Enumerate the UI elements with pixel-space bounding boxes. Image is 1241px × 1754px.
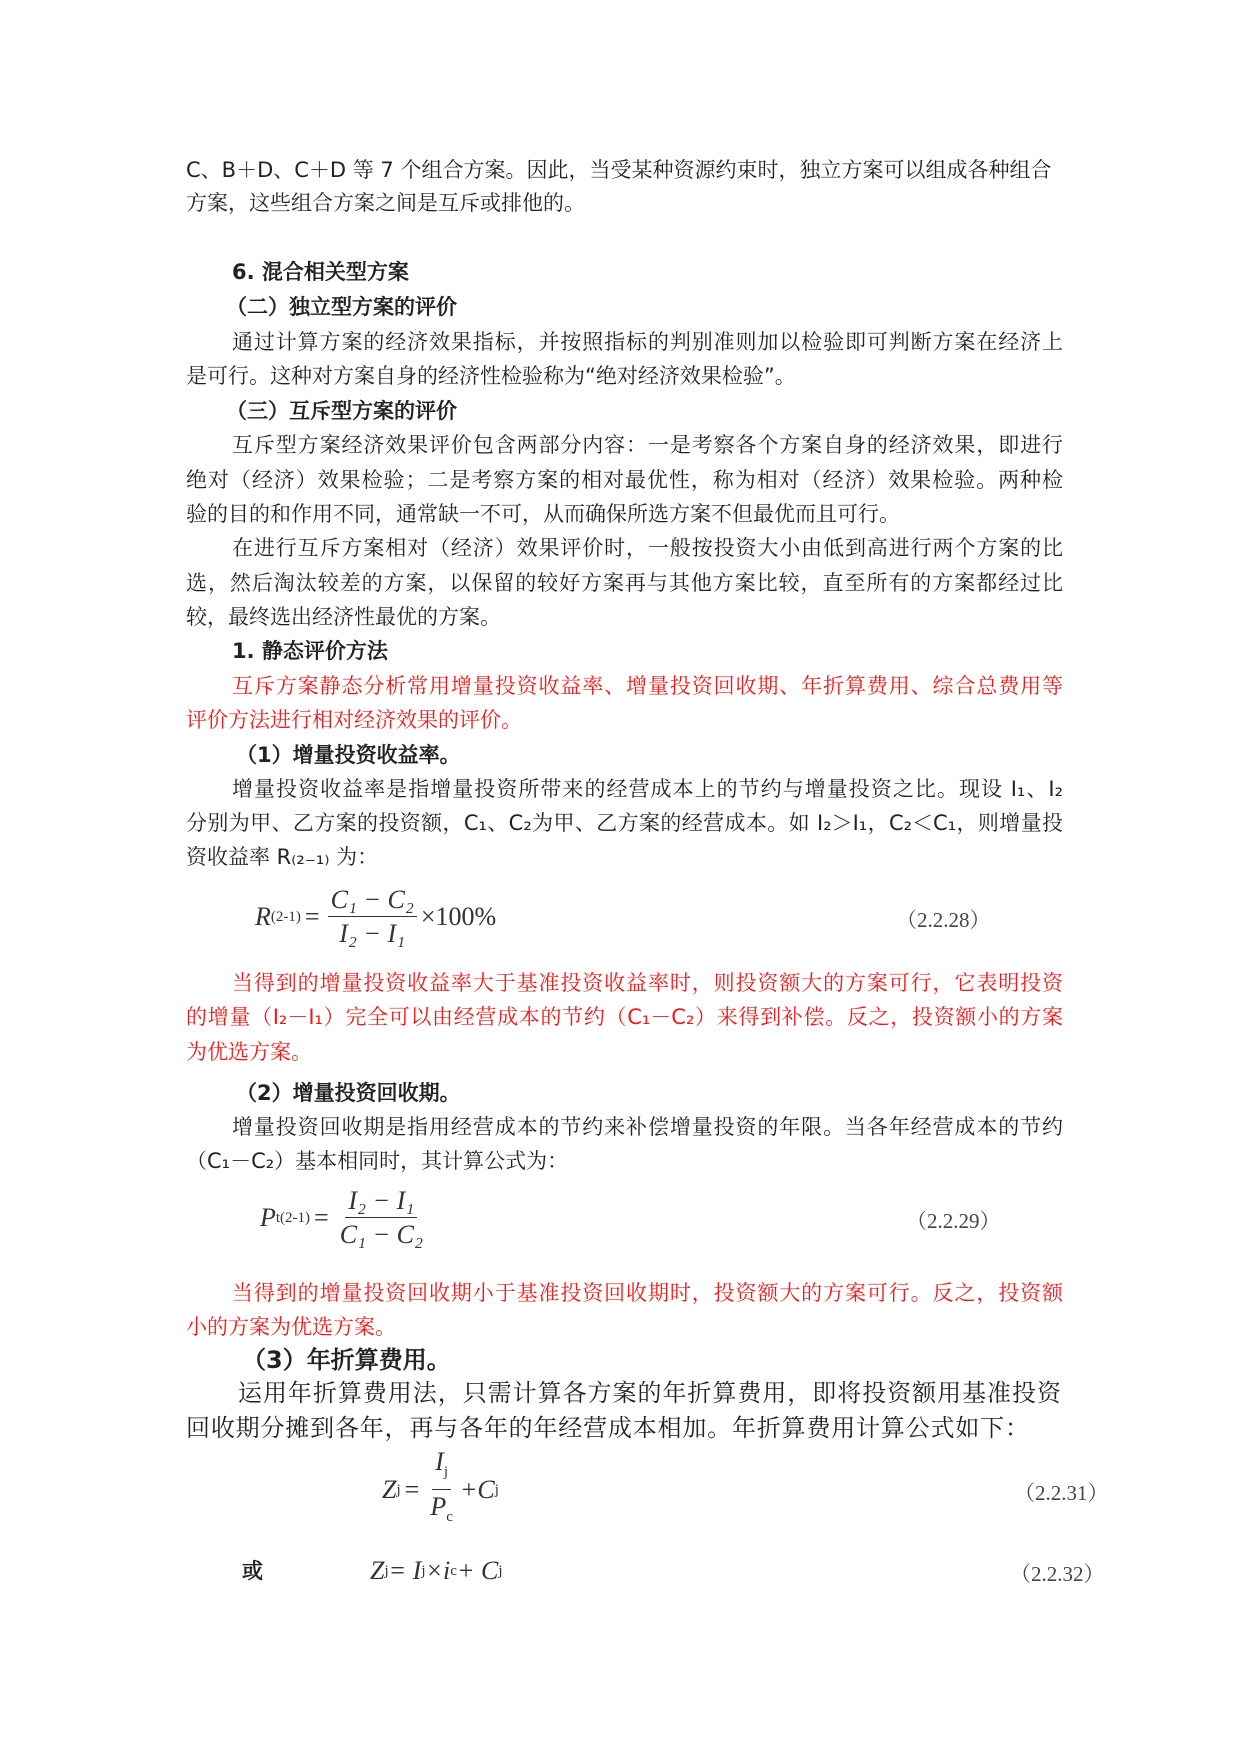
- paragraph-line: 分别为甲、乙方案的投资额，C₁、C₂为甲、乙方案的经营成本。如 I₂＞I₁，C₂＜C₁，则增量投: [186, 811, 1063, 835]
- formula-annual-cost: [382, 1447, 499, 1530]
- formula-subscript: t(2-1): [275, 1209, 311, 1226]
- formula-subscript: (2-1): [270, 908, 301, 925]
- paragraph-line: C、B＋D、C＋D 等 7 个组合方案。因此，当受某种资源约束时，独立方案可以组成各种组合: [186, 158, 1052, 182]
- formula-term: ×i: [425, 1556, 451, 1585]
- section-heading: 6. 混合相关型方案: [232, 260, 409, 284]
- formula-tail: +C: [459, 1475, 495, 1504]
- denominator-subscript: c: [446, 1508, 453, 1525]
- formula-subscript: j: [498, 1562, 503, 1579]
- formula-symbol: P: [260, 1203, 276, 1232]
- paragraph-line: 回收期分摊到各年，再与各年的年经营成本相加。年折算费用计算公式如下：: [186, 1414, 1029, 1442]
- paragraph-line: 在进行互斥方案相对（经济）效果评价时，一般按投资大小由低到高进行两个方案的比: [232, 536, 1063, 560]
- paragraph-line: 选，然后淘汰较差的方案，以保留的较好方案再与其他方案比较，直至所有的方案都经过比: [186, 571, 1063, 595]
- formula-subscript: c: [450, 1562, 457, 1579]
- paragraph-line: （C₁－C₂）基本相同时，其计算公式为：: [186, 1149, 569, 1173]
- paragraph-line: 通过计算方案的经济效果指标，并按照指标的判别准则加以检验即可判断方案在经济上: [232, 330, 1063, 354]
- formula-annual-cost-alt: [370, 1531, 503, 1611]
- denominator: C₁ − C₂: [339, 1219, 424, 1249]
- paragraph-line: 验的目的和作用不同，通常缺一不可，从而确保所选方案不但最优而且可行。: [186, 502, 900, 526]
- section-heading: 1. 静态评价方法: [232, 639, 388, 663]
- highlighted-line: 小的方案为优选方案。: [186, 1315, 396, 1339]
- formula-subscript: j: [384, 1562, 389, 1579]
- equation-number: （2.2.32）: [1010, 1562, 1105, 1586]
- paragraph-line: 互斥型方案经济效果评价包含两部分内容：一是考察各个方案自身的经济效果，即进行: [232, 433, 1063, 457]
- equation-number: （2.2.28）: [896, 908, 991, 932]
- formula-symbol: Z: [370, 1556, 385, 1585]
- numerator: C₁ − C₂: [328, 884, 417, 917]
- paragraph-line: 较，最终选出经济性最优的方案。: [186, 605, 501, 629]
- formula-incremental-payback: [260, 1178, 430, 1258]
- section-heading: （2）增量投资回收期。: [236, 1081, 461, 1105]
- paragraph-line: 绝对（经济）效果检验；二是考察方案的相对最优性，称为相对（经济）效果检验。两种检: [186, 468, 1063, 492]
- highlighted-line: 的增量（I₂－I₁）完全可以由经营成本的节约（C₁－C₂）来得到补偿。反之，投资额小的方案: [186, 1005, 1063, 1029]
- numerator-symbol: I: [435, 1447, 444, 1477]
- paragraph-line: 增量投资收益率是指增量投资所带来的经营成本上的节约与增量投资之比。现设 I₁、I₂: [232, 777, 1063, 801]
- formula-term: = I: [388, 1556, 422, 1585]
- paragraph-line: 运用年折算费用法，只需计算各方案的年折算费用，即将投资额用基准投资: [238, 1379, 1061, 1407]
- paragraph-line: 是可行。这种对方案自身的经济性检验称为“绝对经济效果检验”。: [186, 364, 796, 388]
- numerator: [432, 1446, 451, 1489]
- section-heading: （3）年折算费用。: [242, 1346, 451, 1374]
- denominator-symbol: P: [430, 1491, 447, 1521]
- formula-symbol: Z: [382, 1475, 397, 1504]
- formula-incremental-return: [255, 877, 496, 957]
- or-label: 或: [242, 1559, 263, 1583]
- formula-term: + C: [456, 1556, 499, 1585]
- formula-symbol: R: [255, 902, 271, 931]
- paragraph-line: 增量投资回收期是指用经营成本的节约来补偿增量投资的年限。当各年经营成本的节约: [232, 1115, 1063, 1139]
- paragraph-line: 资收益率 R₍₂₋₁₎ 为：: [186, 845, 379, 869]
- highlighted-line: 当得到的增量投资收益率大于基准投资收益率时，则投资额大的方案可行，它表明投资: [232, 971, 1063, 995]
- formula-subscript: j: [396, 1481, 401, 1498]
- highlighted-line: 为优选方案。: [186, 1040, 312, 1064]
- equation-number: （2.2.29）: [906, 1209, 1001, 1233]
- formula-tail: ×100%: [420, 902, 497, 931]
- equals-sign: =: [304, 902, 320, 931]
- highlighted-line: 评价方法进行相对经济效果的评价。: [186, 708, 522, 732]
- equals-sign: =: [404, 1475, 420, 1504]
- paragraph-line: 方案，这些组合方案之间是互斥或排他的。: [186, 191, 585, 215]
- numerator: I₂ − I₁: [345, 1185, 417, 1218]
- denominator: [427, 1490, 456, 1534]
- fraction: [427, 1446, 456, 1533]
- formula-subscript: j: [421, 1562, 426, 1579]
- highlighted-line: 互斥方案静态分析常用增量投资收益率、增量投资回收期、年折算费用、综合总费用等: [232, 674, 1063, 698]
- numerator-subscript: j: [443, 1464, 449, 1481]
- highlighted-line: 当得到的增量投资回收期小于基准投资回收期时，投资额大的方案可行。反之，投资额: [232, 1281, 1063, 1305]
- section-heading: （二）独立型方案的评价: [226, 295, 457, 319]
- denominator: I₂ − I₁: [339, 918, 406, 948]
- fraction: [328, 884, 417, 951]
- fraction: [337, 1185, 426, 1252]
- equals-sign: =: [314, 1203, 329, 1232]
- section-heading: （1）增量投资收益率。: [236, 743, 461, 767]
- equation-number: （2.2.31）: [1014, 1481, 1109, 1505]
- formula-subscript: j: [494, 1481, 499, 1498]
- section-heading: （三）互斥型方案的评价: [226, 399, 457, 423]
